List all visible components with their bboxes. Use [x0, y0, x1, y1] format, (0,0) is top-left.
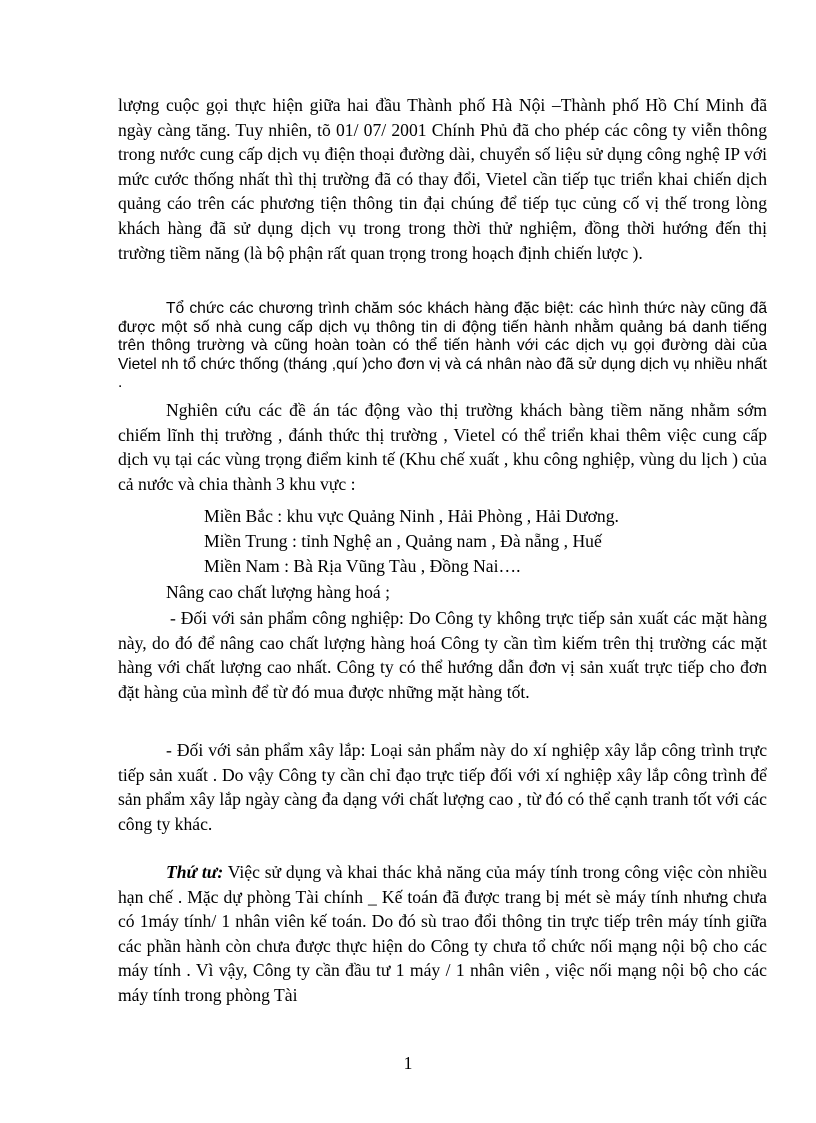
paragraph-text: Nghiên cứu các đề án tác động vào thị trường khách bàng tiềm năng nhằm sớm chiếm lĩnh thị trường , đánh thức thị trường , Vietel có thể triển khai thêm việc cung cấp dịch vụ tại các vùng trọng điểm kinh tế (Khu chế xuất , khu công nghiệp, vùng du lịch ) của cả nước và chia thành 3 khu vực :	[118, 400, 767, 494]
paragraph-customer-care	[118, 300, 767, 393]
paragraph-text: - Đối với sản phẩm xây lắp: Loại sản phẩm này do xí nghiệp xây lắp công trình trực tiếp sản xuất . Do vậy Công ty cần chỉ đạo trực tiếp đối với xí nghiệp xây lắp công trình để sản phẩm xây lắp ngày càng đa dạng với chất lượng cao , từ đó có thể cạnh tranh tốt với các công ty khác.	[118, 740, 767, 834]
fourth-point-body: Việc sử dụng và khai thác khả năng của máy tính trong công việc còn nhiều hạn chế . Mặc dự phòng Tài chính _ Kế toán đã được trang bị mét sè máy tính nhưng chưa có 1máy tính/ 1 nhân viên kế toán. Do đó sù trao đổi thông tin trực tiếp trên máy tính giữa các phần hành còn chưa được thực hiện do Công ty chưa tổ chức nối mạng nội bộ cho các máy tính . Vì vậy, Công ty cần đầu tư 1 máy / 1 nhân viên , việc nối mạng nội bộ cho các máy tính trong phòng Tài	[118, 862, 767, 1005]
paragraph-text	[118, 860, 767, 1008]
paragraph-goods-quality	[118, 580, 767, 605]
region-central: Miền Trung : tỉnh Nghệ an , Quảng nam , Đà nẵng , Huế	[204, 531, 602, 551]
page-number: 1	[403, 1053, 413, 1073]
fourth-point-lead: Thứ tư:	[166, 862, 224, 882]
paragraph-potential-market	[118, 398, 767, 496]
region-north: Miền Bắc : khu vực Quảng Ninh , Hải Phòng , Hải Dương.	[204, 506, 619, 526]
paragraph-construction-products	[118, 738, 767, 836]
region-south: Miền Nam : Bà Rịa Vũng Tàu , Đồng Nai….	[204, 556, 521, 576]
paragraph-text: lượng cuộc gọi thực hiện giữa hai đầu Thành phố Hà Nội –Thành phố Hồ Chí Minh đã ngày càng tăng. Tuy nhiên, tõ 01/ 07/ 2001 Chính Phủ đã cho phép các công ty viễn thông trong nước cung cấp dịch vụ điện thoại đường dài, chuyển số liệu sử dụng công nghệ IP với mức cước thống nhất thì thị trường đã có thay đổi, Vietel cần tiếp tục triển khai chiến dịch quảng cáo trên các phương tiện thông tin đại chúng để tiếp tục củng cố vị thế trong lòng khách hàng đã sử dụng dịch vụ trong trong thời thử nghiệm, đồng thời hướng đến thị trường tiềm năng (là bộ phận rất quan trọng trong hoạch định chiến lược ).	[118, 95, 767, 263]
paragraph-market-continuation	[118, 93, 767, 265]
region-list	[118, 504, 767, 579]
paragraph-fourth-point	[118, 860, 767, 1008]
paragraph-text: Tổ chức các chương trình chăm sóc khách hàng đặc biệt: các hình thức này cũng đã được một số nhà cung cấp dịch vụ thông tin di động tiến hành nhằm quảng bá danh tiếng trên thông trường và cũng hoàn toàn có thể tiến hành với các dịch vụ gọi đường dài của Vietel nh tổ chức thống (tháng ,quí )cho đơn vị và cá nhân nào đã sử dụng dịch vụ nhiều nhất .	[118, 300, 767, 391]
paragraph-text: Nâng cao chất lượng hàng hoá ;	[166, 582, 391, 602]
paragraph-industrial-products	[118, 606, 767, 704]
paragraph-text: - Đối với sản phẩm công nghiệp: Do Công ty không trực tiếp sản xuất các mặt hàng này, do đó để nâng cao chất lượng hàng hoá Công ty cần tìm kiếm trên thị trường các mặt hàng với chất lượng cao nhất. Công ty có thể hướng dẫn đơn vị sản xuất trực tiếp cho đơn đặt hàng của mình để từ đó mua được những mặt hàng tốt.	[118, 608, 767, 702]
